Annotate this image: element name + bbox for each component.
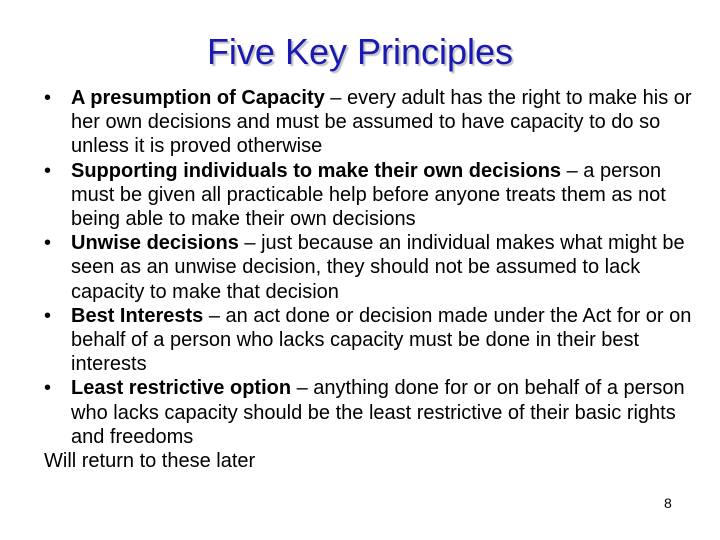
list-item — [44, 376, 694, 449]
bullet-icon: • — [44, 232, 52, 255]
bullet-icon: • — [44, 159, 52, 182]
principle-term: Best Interests — [71, 304, 204, 327]
principle-term: Least restrictive option — [71, 377, 292, 400]
closing-line: Will return to these later — [44, 450, 256, 473]
bullet-icon: • — [44, 304, 52, 327]
principle-text: – a person must be given all practicable help before anyone treats them as not being able to make their own decisions — [71, 159, 666, 231]
list-item — [44, 304, 694, 377]
principle-text: – anything done for or on behalf of a person who lacks capacity should be the least restrictive of their basic rights and freedoms — [71, 377, 685, 448]
principles-list — [44, 86, 694, 473]
slide-title: Five Key Principles — [206, 31, 514, 72]
bullet-icon: • — [44, 377, 52, 400]
page-number: 8 — [664, 495, 672, 511]
principle-text: – every adult has the right to make his or her own decisions and must be assumed to have capacity to do so unless it is proved otherwise — [71, 87, 692, 158]
list-item — [44, 159, 694, 232]
principle-term: A presumption of Capacity — [71, 87, 325, 109]
principle-text: – just because an individual makes what might be seen as an unwise decision, they should not be assumed to lack capacity to make that decision — [71, 232, 685, 303]
list-item — [44, 86, 694, 159]
principle-term: Supporting individuals to make their own decisions — [71, 159, 562, 182]
bullet-icon: • — [44, 87, 52, 109]
principle-text: – an act done or decision made under the Act for or on behalf of a person who lacks capacity must be done in their best interests — [71, 304, 692, 376]
principle-term: Unwise decisions — [71, 232, 239, 255]
list-item — [44, 231, 694, 304]
